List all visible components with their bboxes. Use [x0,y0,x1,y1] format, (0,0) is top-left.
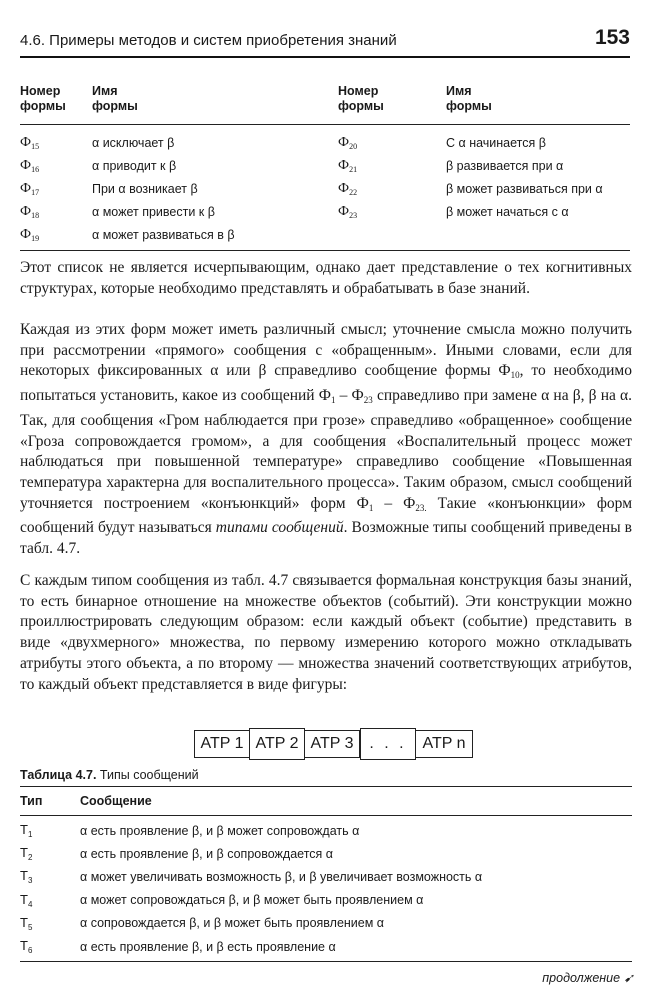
table-row [20,816,632,843]
table-row [20,223,630,251]
paragraph-3: С каждым типом сообщения из табл. 4.7 связывается формальная конструкция базы знаний, то есть бинарное отношение на множестве объектов (событий). Эти конструкции можно проиллюстрировать следующим образом: если каждый объект (событие) представить в виде «двухмерного» множества, по первому измерению которого можно откладывать атрибуты этого объекта, а по второму — множества значений соответствующих атрибутов, то каждый объект представляется в виде фигуры: [20,572,632,693]
form-code: $Ф_{22}$ [338,180,358,197]
header-form-name-2: Имя формы [446,78,630,125]
form-name: β может развиваться при α [446,181,603,196]
type-message: α есть проявление β, и β есть проявление α [80,935,632,962]
table-row [20,200,630,223]
table-row [20,125,630,155]
type-message: α может сопровождаться β, и β может быть проявлением α [80,893,424,908]
form-name: С α начинается β [446,135,546,150]
type-message: α может увеличивать возможность β, и β увеличивает возможность α [80,869,483,884]
forms-table [20,78,630,251]
form-code: $Ф_{23}$ [338,203,358,220]
form-name [446,223,630,251]
table-row [20,889,632,912]
form-code: $Ф_{16}$ [20,157,40,174]
header-message: Сообщение [80,787,632,816]
running-header [20,26,630,54]
form-code: $Ф_{19}$ [20,226,40,243]
forms-table-header [20,78,630,125]
paragraph-1: Этот список не является исчерпывающим, однако дает представление о тех когнитивных структурах, которые необходимо представлять и обрабатывать в базе знаний. [20,259,632,297]
type-code: $T_2$ [20,845,33,863]
types-table-header [20,787,632,816]
continuation-note: продолжение ➹ [542,971,634,985]
header-form-number: Номер формы [20,78,92,125]
form-name: α исключает β [92,135,175,150]
type-code: $T_1$ [20,822,33,840]
attribute-box-n: ATP n [415,730,473,758]
header-rule [20,56,630,58]
attribute-box-2: ATP 2 [249,728,305,760]
paragraph-2: Каждая из этих форм может иметь различный смысл; уточнение смысла можно получить при рассмотрении «прямого» сообщения с «обращенным». Иными словами, если для некоторых фиксированных α или β справедливо сообщение формы $Ф_{10}$, то необходимо попытаться установить, какое из сообщений $Ф_1 - Ф_{23}$ справедливо при замене α на β, β на α. Так, для сообщения «Гром наблюдается при грозе» справедливо «обращенное» сообщение «Гроза сопровождается громом», а для сообщения «Воспалительный процесс может наблюдаться при повышенной температуре» справедливо сообщение «Повышенная температура характерна для воспалительного процесса». Таким образом, смысл сообщений уточняется построением «конъюнкций» форм $Ф_1 - Ф_{23.}$ Такие «конъюнкции» форм сообщений будут называться типами сообщений. Возможные типы сообщений приведены в табл. 4.7. [20,321,633,558]
form-name: α может развиваться в β [92,223,338,251]
form-code: $Ф_{17}$ [20,180,40,197]
attribute-box-1: ATP 1 [194,730,250,758]
attribute-box-ellipsis: . . . [360,728,416,760]
form-name: β может начаться с α [446,204,569,219]
table-row [20,177,630,200]
attribute-box-3: ATP 3 [304,730,360,758]
table-caption: Таблица 4.7. Типы сообщений [20,768,199,782]
type-code: $T_6$ [20,938,33,956]
table-row [20,865,632,888]
form-name: α приводит к β [92,158,177,173]
table-row [20,912,632,935]
section-title: 4.6. Примеры методов и систем приобретения знаний [20,32,397,49]
form-code: $Ф_{18}$ [20,203,40,220]
table-row [20,842,632,865]
table-row [20,154,630,177]
header-form-name: Имя формы [92,78,338,125]
type-code: $T_3$ [20,868,33,886]
term-message-types: типами сообщений [215,519,344,537]
message-types-table [20,786,632,962]
type-code: $T_4$ [20,891,33,909]
form-name: При α возникает β [92,181,198,196]
form-code: $Ф_{15}$ [20,134,40,151]
type-code: $T_5$ [20,914,33,932]
form-code: $Ф_{20}$ [338,134,358,151]
header-type: Тип [20,787,80,816]
type-message: α сопровождается β, и β может быть проявлением α [80,916,385,931]
page-number: 153 [594,26,630,49]
header-form-number-2: Номер формы [338,78,446,125]
form-name: β развивается при α [446,158,564,173]
form-code: $Ф_{21}$ [338,157,358,174]
form-name: α может привести к β [92,204,215,219]
type-message: α есть проявление β, и β сопровождается α [80,846,333,861]
type-message: α есть проявление β, и β может сопровождать α [80,823,360,838]
table-row [20,935,632,962]
